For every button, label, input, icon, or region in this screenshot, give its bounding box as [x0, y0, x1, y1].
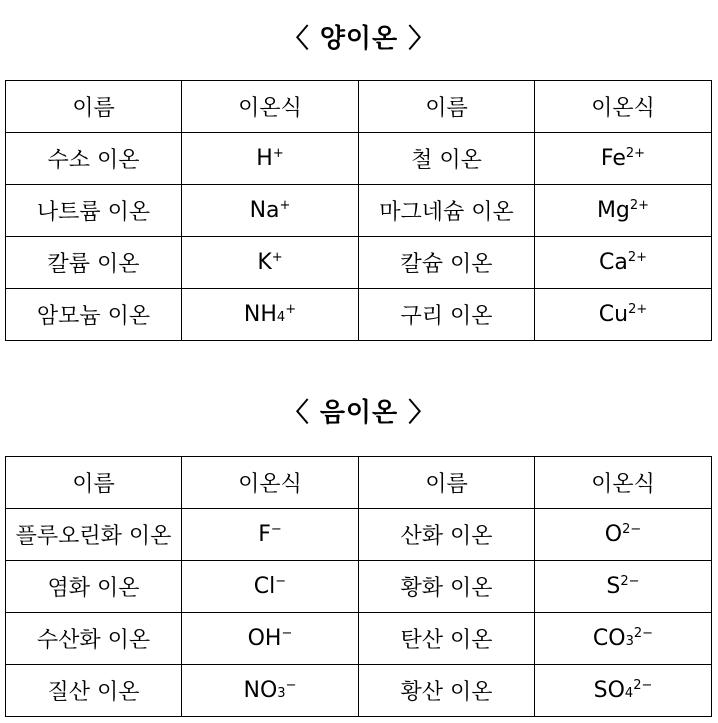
ion-charge: − — [275, 574, 287, 589]
ion-formula — [606, 574, 639, 599]
formula-base: NO — [243, 678, 278, 703]
ion-name-cell: 마그네슘 이온 — [359, 185, 535, 237]
formula-base: K — [257, 250, 272, 275]
ion-name-cell: 질산 이온 — [6, 665, 182, 717]
ion-name-cell: 수산화 이온 — [6, 613, 182, 665]
ion-formula — [244, 678, 297, 703]
column-header: 이름 — [359, 81, 535, 133]
ion-formula — [248, 626, 293, 651]
formula-base: S — [606, 574, 621, 599]
column-header: 이온식 — [535, 457, 712, 509]
ion-row — [6, 613, 712, 665]
formula-base: F — [258, 522, 271, 547]
ion-charge: − — [270, 522, 282, 537]
cation-table — [5, 80, 712, 341]
ion-name-cell: 철 이온 — [359, 133, 535, 185]
ion-formula — [599, 250, 647, 275]
formula-base: Ca — [598, 250, 628, 275]
ion-name-cell: 염화 이온 — [6, 561, 182, 613]
ion-charge: 2− — [620, 574, 640, 589]
ion-row — [6, 237, 712, 289]
ion-formula-cell — [182, 185, 359, 237]
ion-row — [6, 561, 712, 613]
anion-section-title: 〈 음이온 〉 — [282, 398, 436, 428]
ion-charge: + — [272, 146, 284, 161]
ion-formula-cell — [182, 133, 359, 185]
ion-charge: + — [285, 302, 297, 317]
formula-base: Cl — [253, 574, 276, 599]
column-header: 이름 — [6, 81, 182, 133]
ion-name-cell: 탄산 이온 — [359, 613, 535, 665]
ion-formula-cell — [535, 613, 712, 665]
header-row — [6, 457, 712, 509]
formula-base: H — [256, 146, 273, 171]
ion-formula-cell — [182, 613, 359, 665]
ion-formula — [593, 626, 653, 651]
ion-row — [6, 133, 712, 185]
ion-charge: 2− — [622, 522, 642, 537]
ion-formula-cell — [182, 665, 359, 717]
ion-name-cell: 암모늄 이온 — [6, 289, 182, 341]
formula-subscript: 3 — [625, 634, 634, 649]
formula-base: Fe — [600, 146, 626, 171]
ion-name-cell: 플루오린화 이온 — [6, 509, 182, 561]
ion-charge: + — [271, 250, 283, 265]
column-header: 이름 — [6, 457, 182, 509]
ion-formula — [605, 522, 642, 547]
ion-charge: 2+ — [625, 146, 646, 161]
ion-charge: − — [285, 678, 297, 693]
column-header: 이온식 — [182, 457, 359, 509]
ion-formula — [257, 250, 282, 275]
ion-formula-cell — [535, 509, 712, 561]
anion-table — [5, 456, 712, 717]
ion-name-cell: 칼륨 이온 — [6, 237, 182, 289]
formula-base: Na — [249, 198, 280, 223]
ion-formula — [250, 198, 291, 223]
ion-name-cell: 황산 이온 — [359, 665, 535, 717]
formula-base: NH — [243, 302, 277, 327]
ion-formula-cell — [535, 289, 712, 341]
ion-formula — [258, 522, 282, 547]
column-header: 이름 — [359, 457, 535, 509]
formula-subscript: 4 — [276, 310, 286, 325]
ion-formula — [244, 302, 296, 327]
formula-base: Cu — [598, 302, 629, 327]
ion-formula-cell — [535, 561, 712, 613]
ion-row — [6, 185, 712, 237]
ion-row — [6, 665, 712, 717]
formula-base: Mg — [596, 198, 630, 223]
column-header: 이온식 — [535, 81, 712, 133]
ion-formula-cell — [535, 185, 712, 237]
ion-formula — [597, 198, 649, 223]
ion-charge: 2− — [633, 678, 653, 693]
ion-formula — [254, 574, 286, 599]
ion-formula-cell — [535, 133, 712, 185]
formula-base: CO — [592, 626, 626, 651]
cation-section-title: 〈 양이온 〉 — [282, 24, 436, 54]
ion-formula — [594, 678, 653, 703]
ion-formula — [256, 146, 283, 171]
ion-charge: − — [281, 626, 293, 641]
ion-formula-cell — [182, 509, 359, 561]
ion-name-cell: 구리 이온 — [359, 289, 535, 341]
ion-charge: + — [279, 198, 291, 213]
ion-formula-cell — [182, 237, 359, 289]
formula-subscript: 3 — [277, 686, 286, 701]
header-row — [6, 81, 712, 133]
ion-formula-cell — [182, 561, 359, 613]
ion-charge: 2+ — [628, 302, 648, 317]
ion-name-cell: 산화 이온 — [359, 509, 535, 561]
ion-row — [6, 509, 712, 561]
ion-formula — [601, 146, 645, 171]
formula-base: SO — [593, 678, 625, 703]
ion-formula-cell — [535, 665, 712, 717]
ion-charge: 2+ — [629, 198, 650, 213]
ion-name-cell: 황화 이온 — [359, 561, 535, 613]
formula-base: OH — [247, 626, 282, 651]
ion-name-cell: 수소 이온 — [6, 133, 182, 185]
ion-formula-cell — [182, 289, 359, 341]
ion-formula-cell — [535, 237, 712, 289]
ion-name-cell: 나트륨 이온 — [6, 185, 182, 237]
ion-charge: 2− — [633, 626, 654, 641]
ion-row — [6, 289, 712, 341]
formula-base: O — [604, 522, 623, 547]
ion-formula — [599, 302, 647, 327]
formula-subscript: 4 — [624, 686, 634, 701]
column-header: 이온식 — [182, 81, 359, 133]
ion-name-cell: 칼슘 이온 — [359, 237, 535, 289]
ion-charge: 2+ — [627, 250, 647, 265]
